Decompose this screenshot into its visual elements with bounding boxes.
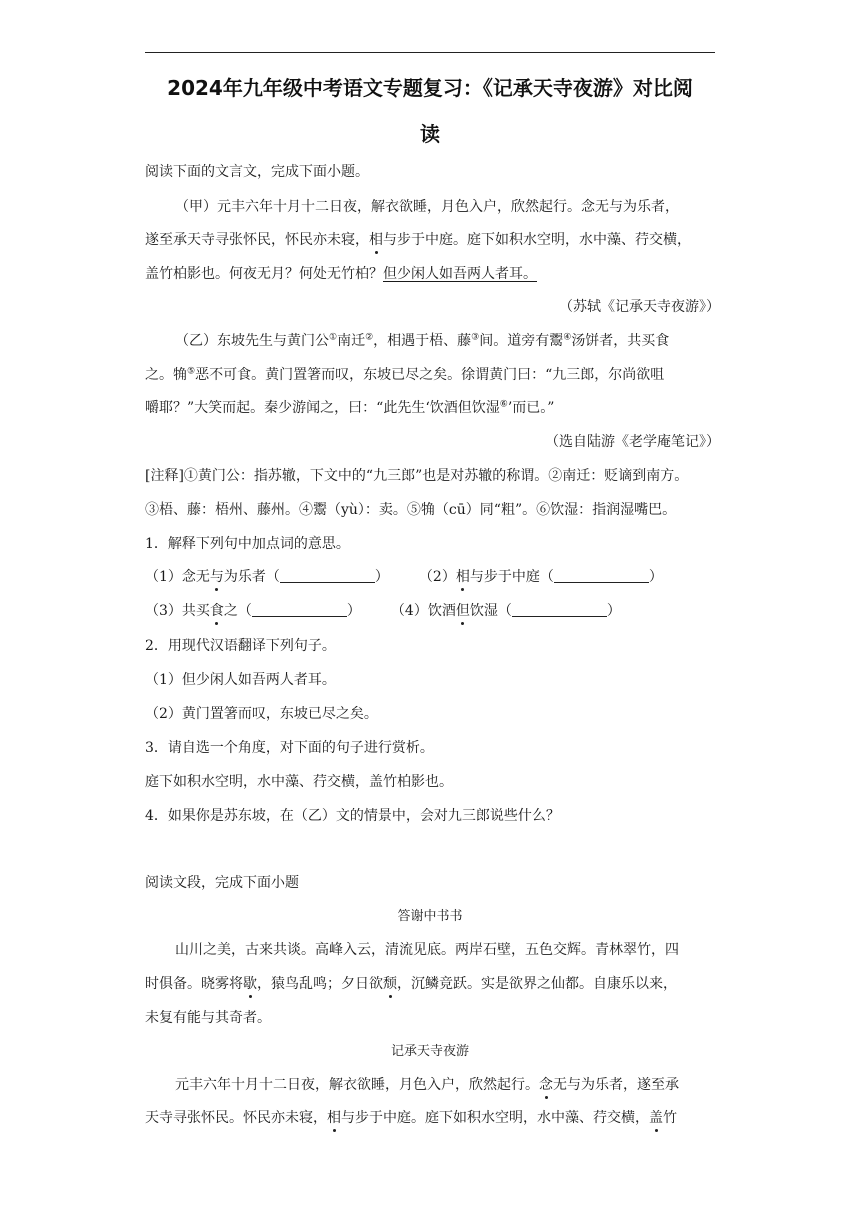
- underlined-sentence: 但少闲人如吾两人者耳。: [383, 266, 537, 282]
- yi-source: （选自陆游《老学庵笔记》）: [545, 434, 720, 450]
- dotted-char: 颓: [383, 976, 397, 992]
- yi-line2: 之。觕⑤恶不可食。黄门置箸而叹，东坡已尽之矣。徐谓黄门曰：“九三郎，尔尚欲咀: [145, 366, 665, 383]
- answer-blank-4[interactable]: [512, 602, 607, 617]
- notes-line1: [注释]①黄门公：指苏辙，下文中的“九三郎”也是对苏辙的称谓。②南迁：贬谪到南方。: [145, 468, 689, 484]
- question2-stem: 2．用现代汉语翻译下列句子。: [145, 638, 336, 654]
- dotted-char: 但: [455, 603, 470, 619]
- passage-title-1: 答谢中书书: [397, 909, 463, 924]
- dotted-char: 相: [327, 1110, 341, 1126]
- dotted-char: 歇: [243, 976, 257, 992]
- dotted-char: 念: [539, 1077, 553, 1093]
- header-rule: [145, 52, 715, 53]
- dotted-char: 与: [209, 569, 224, 585]
- jia-line3: 盖竹柏影也。何夜无月？何处无竹柏？但少闲人如吾两人者耳。: [145, 266, 537, 282]
- jia-source: （苏轼《记承天寺夜游》）: [559, 299, 720, 315]
- dotted-char: 相: [455, 569, 470, 585]
- section1-intro: 阅读下面的文言文，完成下面小题。: [145, 164, 369, 180]
- jia-line2: 遂至承天寺寻张怀民，怀民亦未寝，相与步于中庭。庭下如积水空明，水中藻、荇交横，: [145, 232, 691, 248]
- answer-blank-2[interactable]: [554, 568, 649, 583]
- question3-sentence: 庭下如积水空明，水中藻、荇交横，盖竹柏影也。: [145, 774, 453, 790]
- dotted-char: 盖: [649, 1110, 663, 1126]
- p1-line1: 山川之美，古来共谈。高峰入云，清流见底。两岸石壁，五色交辉。青林翠竹，四: [175, 942, 679, 958]
- dotted-char: 相: [369, 232, 383, 248]
- page-title-line1: 2024年九年级中考语文专题复习：《记承天寺夜游》对比阅: [167, 76, 693, 100]
- dotted-char: 食: [209, 603, 224, 619]
- notes-line2: ③梧、藤：梧州、藤州。④鬻（yù）：卖。⑤觕（cū）同“粗”。⑥饮湿：指润湿嘴巴。: [145, 502, 677, 518]
- question4-stem: 4．如果你是苏东坡，在（乙）文的情景中，会对九三郎说些什么？: [145, 808, 560, 824]
- question2-sentence2: （2）黄门置箸而叹，东坡已尽之矣。: [145, 706, 378, 722]
- jia-line1: （甲）元丰六年十月十二日夜，解衣欲睡，月色入户，欣然起行。念无与为乐者，: [175, 199, 679, 215]
- question1-items-b: （3）共买食之（ ） （4）饮酒但饮湿（ ）: [145, 603, 621, 619]
- p2-line2: 天寺寻张怀民。怀民亦未寝，相与步于中庭。庭下如积水空明，水中藻、荇交横，盖竹: [145, 1110, 677, 1126]
- answer-blank-3[interactable]: [252, 602, 347, 617]
- yi-line1: （乙）东坡先生与黄门公①南迁②，相遇于梧、藤③间。道旁有鬻④汤饼者，共买食: [175, 332, 670, 349]
- yi-line3: 嚼耶？”大笑而起。秦少游闻之，曰：“此先生‘饮酒但饮湿⑥’而已。”: [145, 399, 555, 416]
- question3-stem: 3．请自选一个角度，对下面的句子进行赏析。: [145, 740, 434, 756]
- question1-items-a: （1）念无与为乐者（ ） （2）相与步于中庭（ ）: [145, 569, 663, 585]
- section2-intro: 阅读文段，完成下面小题: [145, 875, 299, 891]
- p2-line1: 元丰六年十月十二日夜，解衣欲睡，月色入户，欣然起行。念无与为乐者，遂至承: [175, 1077, 679, 1093]
- passage-title-2: 记承天寺夜游: [390, 1044, 469, 1059]
- question1-stem: 1．解释下列句中加点词的意思。: [145, 536, 350, 552]
- p1-line3: 未复有能与其奇者。: [145, 1010, 271, 1026]
- question2-sentence1: （1）但少闲人如吾两人者耳。: [145, 672, 336, 688]
- answer-blank-1[interactable]: [280, 568, 375, 583]
- page-title-line2: 读: [420, 122, 440, 146]
- p1-line2: 时俱备。晓雾将歇，猿鸟乱鸣；夕日欲颓，沉鳞竞跃。实是欲界之仙都。自康乐以来，: [145, 976, 677, 992]
